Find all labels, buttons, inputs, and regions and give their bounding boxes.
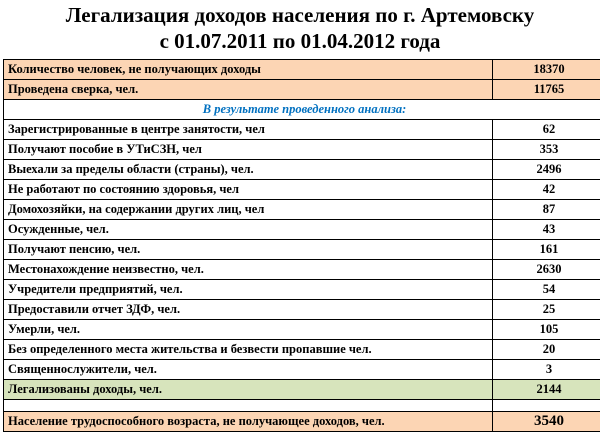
row-label: Зарегистрированные в центре занятости, чел: [4, 120, 493, 140]
row-value: 11765: [493, 80, 600, 100]
row-label: Проведена сверка, чел.: [4, 80, 493, 100]
row-label: Выехали за пределы области (страны), чел.: [4, 160, 493, 180]
row-label: Осужденные, чел.: [4, 220, 493, 240]
title-line-2: с 01.07.2011 по 01.04.2012 года: [159, 29, 441, 53]
row-value: 25: [493, 300, 600, 320]
table-row: [4, 160, 600, 180]
row-value: 2496: [493, 160, 600, 180]
table-row: [4, 360, 600, 380]
row-value: 2630: [493, 260, 600, 280]
row-value: 18370: [493, 60, 600, 80]
income-legalization-table: [3, 59, 600, 432]
row-label: Умерли, чел.: [4, 320, 493, 340]
row-value: 62: [493, 120, 600, 140]
analysis-heading: В результате проведенного анализа:: [4, 100, 600, 120]
row-label: Священнослужители, чел.: [4, 360, 493, 380]
row-value: 2144: [493, 380, 600, 400]
table-row-people-without-income: [4, 60, 600, 80]
table-row: [4, 300, 600, 320]
row-label: Количество человек, не получающих доходы: [4, 60, 493, 80]
table-row: [4, 120, 600, 140]
empty-cell: [4, 400, 493, 412]
row-value: 20: [493, 340, 600, 360]
row-value: 3: [493, 360, 600, 380]
table-row-legalized: [4, 380, 600, 400]
row-label: Получают пенсию, чел.: [4, 240, 493, 260]
row-value: 54: [493, 280, 600, 300]
table-row: [4, 340, 600, 360]
page-title: [0, 2, 600, 54]
table-row: [4, 180, 600, 200]
row-value: 42: [493, 180, 600, 200]
row-value: 161: [493, 240, 600, 260]
table-row-reconciliation: [4, 80, 600, 100]
row-value: 3540: [493, 412, 600, 432]
row-value: 43: [493, 220, 600, 240]
table-row: [4, 220, 600, 240]
analysis-heading-row: [4, 100, 600, 120]
row-label: Население трудоспособного возраста, не получающее доходов, чел.: [4, 412, 493, 432]
table-row-final-total: [4, 412, 600, 432]
row-value: 105: [493, 320, 600, 340]
row-value: 87: [493, 200, 600, 220]
row-label: Учредители предприятий, чел.: [4, 280, 493, 300]
row-label: Получают пособие в УТиСЗН, чел: [4, 140, 493, 160]
row-label: Легализованы доходы, чел.: [4, 380, 493, 400]
row-value: 353: [493, 140, 600, 160]
row-label: Без определенного места жительства и безвести пропавшие чел.: [4, 340, 493, 360]
spacer-row: [4, 400, 600, 412]
table-row: [4, 240, 600, 260]
row-label: Предоставили отчет ЗДФ, чел.: [4, 300, 493, 320]
table-row: [4, 320, 600, 340]
table-row: [4, 260, 600, 280]
empty-cell: [493, 400, 600, 412]
row-label: Домохозяйки, на содержании других лиц, чел: [4, 200, 493, 220]
row-label: Не работают по состоянию здоровья, чел: [4, 180, 493, 200]
table-row: [4, 140, 600, 160]
table-row: [4, 200, 600, 220]
row-label: Местонахождение неизвестно, чел.: [4, 260, 493, 280]
table-row: [4, 280, 600, 300]
title-line-1: Легализация доходов населения по г. Артемовску: [65, 3, 535, 27]
